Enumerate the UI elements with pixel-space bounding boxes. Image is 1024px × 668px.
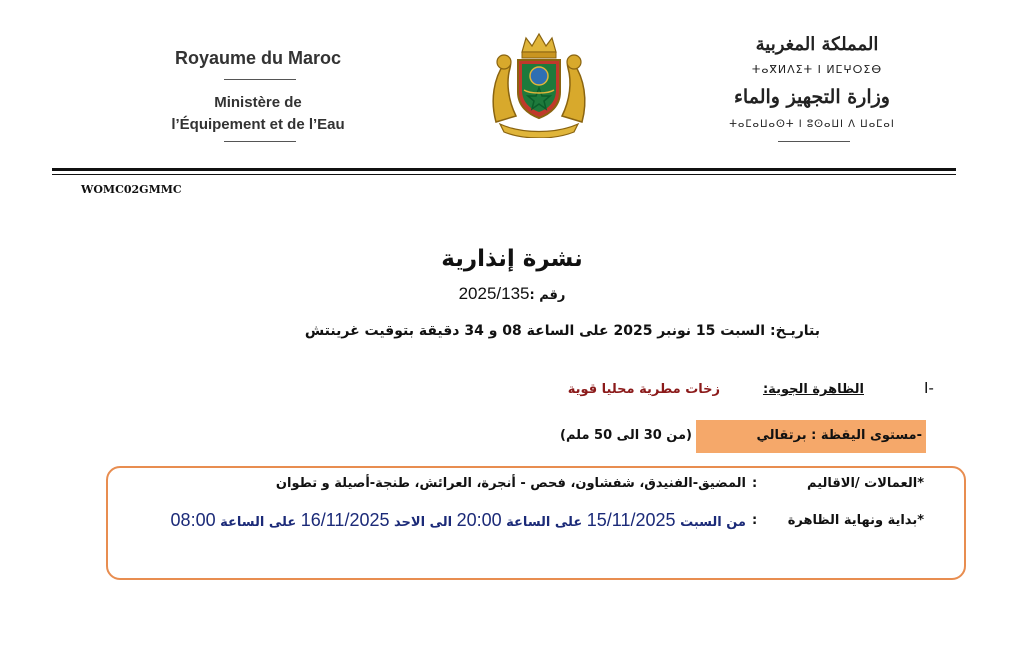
provinces-colon: : [752, 476, 758, 491]
bulletin-number [312, 284, 712, 304]
period-at-label: على الساعة [506, 515, 583, 530]
kingdom-name-french: Royaume du Maroc [174, 48, 342, 68]
kingdom-name-arabic: المملكة المغربية [755, 34, 879, 55]
ministry-name-arabic: وزارة التجهيز والماء [734, 86, 890, 108]
bulletin-number-label: رقم : [529, 288, 566, 303]
period-from-day: من السبت [680, 515, 746, 530]
period-label: *بداية ونهاية الظاهرة [787, 513, 924, 528]
bulletin-number-value: 2025/135 [458, 284, 530, 303]
phenomenon-value: زخات مطرية محليا قوية [567, 382, 720, 397]
rainfall-range: (من 30 الى 50 ملم) [560, 428, 692, 443]
provinces-value: المضيق-الفنيدق، شفشاون، فحص - أنجرة، العرائش، طنجة-أصيلة و تطوان [275, 476, 746, 491]
header-divider [52, 168, 956, 171]
section-number: I- [924, 380, 934, 397]
provinces-label: *العمالات /الاقاليم [807, 476, 924, 491]
divider [224, 141, 296, 142]
header-divider [52, 174, 956, 175]
moroccan-coat-of-arms-icon [486, 30, 592, 138]
divider [778, 141, 850, 142]
period-to-day: الى الاحد [394, 515, 453, 530]
divider [224, 79, 296, 80]
ministry-name-french-line2: l’Équipement et de l’Eau [171, 116, 345, 133]
period-to-time: 08:00 [170, 510, 216, 530]
kingdom-name-tifinagh: ⵜⴰⴳⵍⴷⵉⵜ ⵏ ⵍⵎⵖⵔⵉⴱ [751, 63, 883, 76]
period-value [116, 510, 746, 531]
period-to-date: 16/11/2025 [300, 510, 390, 530]
ministry-name-tifinagh: ⵜⴰⵎⴰⵡⴰⵙⵜ ⵏ ⵓⵙⴰⵡⵏ ⴷ ⵡⴰⵎⴰⵏ [729, 119, 895, 130]
period-from-date: 15/11/2025 [586, 510, 676, 530]
period-at-label: على الساعة [220, 515, 297, 530]
period-colon: : [752, 513, 758, 528]
ministry-name-french-line1: Ministère de [214, 94, 302, 111]
bulletin-title: نشرة إنذارية [441, 246, 583, 272]
bulletin-date: بتاريـخ: السبت 15 نونبر 2025 على الساعة 08 و 34 دقيقة بتوقيت غرينتش [304, 323, 820, 339]
document-code: WOMC02GMMC [81, 183, 182, 196]
period-from-time: 20:00 [456, 510, 502, 530]
phenomenon-label: الظاهرة الجوية: [762, 382, 864, 397]
alert-level: -مستوى اليقظة : برتقالي [756, 428, 922, 443]
